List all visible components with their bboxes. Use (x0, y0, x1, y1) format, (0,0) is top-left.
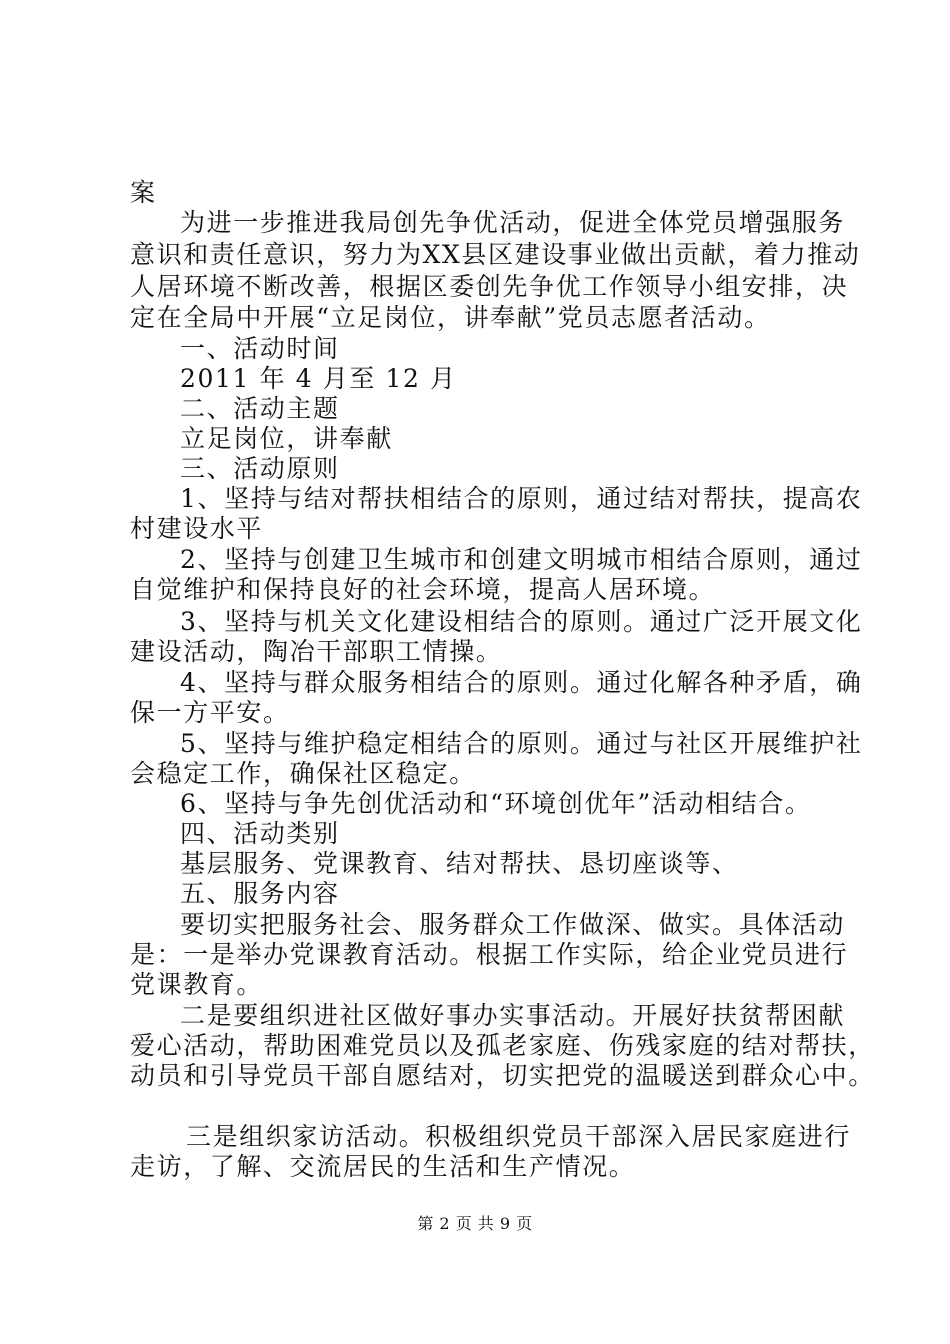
content-paragraph-line: 二是要组织进社区做好事办实事活动。开展好扶贫帮困献 (180, 1001, 846, 1030)
content-paragraph-line: 要切实把服务社会、服务群众工作做深、做实。具体活动 (180, 910, 846, 939)
paragraph-intro-line: 定在全局中开展“立足岗位，讲奉献”党员志愿者活动。 (130, 303, 771, 332)
section-heading-principles: 三、活动原则 (180, 454, 340, 483)
activity-category-value: 基层服务、党课教育、结对帮扶、恳切座谈等、 (180, 849, 739, 878)
section-heading-theme: 二、活动主题 (180, 394, 340, 423)
principle-5-line: 会稳定工作，确保社区稳定。 (130, 759, 476, 788)
principle-6-line: 6、坚持与争先创优活动和“环境创优年”活动相结合。 (180, 789, 812, 818)
principle-4-line: 4、坚持与群众服务相结合的原则。通过化解各种矛盾，确 (180, 668, 863, 697)
content-paragraph-line: 三是组织家访活动。积极组织党员干部深入居民家庭进行 (186, 1122, 852, 1151)
content-paragraph-line: 走访，了解、交流居民的生活和生产情况。 (130, 1152, 636, 1181)
page-number-footer: 第 2 页 共 9 页 (417, 1214, 533, 1233)
principle-3-line: 3、坚持与机关文化建设相结合的原则。通过广泛开展文化 (180, 607, 863, 636)
content-paragraph-line: 动员和引导党员干部自愿结对，切实把党的温暖送到群众心中。 (130, 1061, 875, 1090)
section-heading-content: 五、服务内容 (180, 879, 340, 908)
paragraph-intro-line: 意识和责任意识，努力为XX县区建设事业做出贡献，着力推动 (130, 240, 861, 269)
content-paragraph-line: 是：一是举办党课教育活动。根据工作实际，给企业党员进行 (130, 940, 849, 969)
section-heading-time: 一、活动时间 (180, 334, 340, 363)
principle-2-line: 自觉维护和保持良好的社会环境，提高人居环境。 (130, 575, 716, 604)
content-paragraph-line: 爱心活动，帮助困难党员以及孤老家庭、伤残家庭的结对帮扶， (130, 1031, 875, 1060)
principle-4-line: 保一方平安。 (130, 698, 290, 727)
paragraph-intro-line: 人居环境不断改善，根据区委创先争优工作领导小组安排，决 (130, 272, 849, 301)
principle-3-line: 建设活动，陶冶干部职工情操。 (130, 637, 503, 666)
paragraph-intro-line: 为进一步推进我局创先争优活动，促进全体党员增强服务 (180, 208, 846, 237)
principle-1-line: 1、坚持与结对帮扶相结合的原则，通过结对帮扶，提高农 (180, 484, 863, 513)
principle-2-line: 2、坚持与创建卫生城市和创建文明城市相结合原则，通过 (180, 545, 863, 574)
content-paragraph-line: 党课教育。 (130, 970, 264, 999)
activity-time-value: 2011 年 4 月至 12 月 (180, 364, 457, 393)
text-line: 案 (130, 178, 157, 207)
activity-theme-value: 立足岗位，讲奉献 (180, 424, 393, 453)
section-heading-category: 四、活动类别 (180, 819, 340, 848)
principle-5-line: 5、坚持与维护稳定相结合的原则。通过与社区开展维护社 (180, 729, 863, 758)
principle-1-line: 村建设水平 (130, 514, 264, 543)
